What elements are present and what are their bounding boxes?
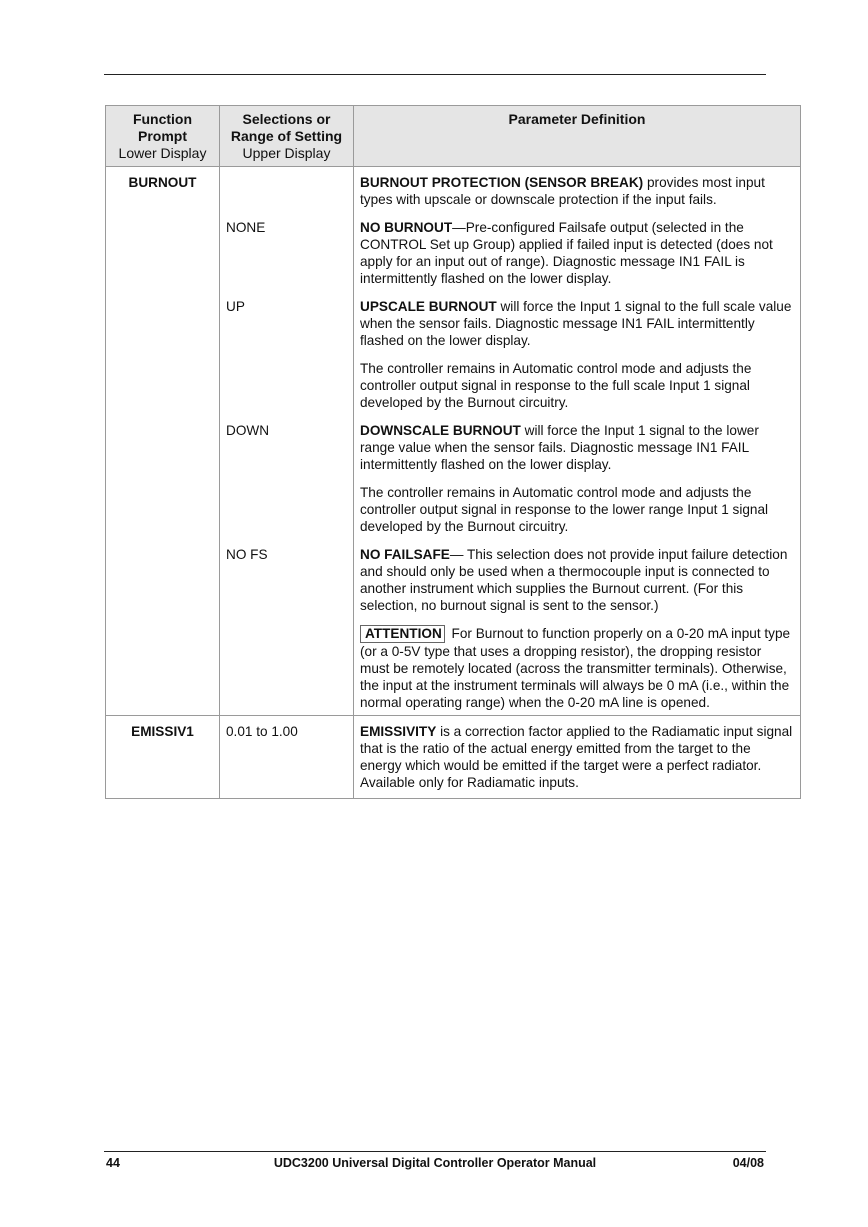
selection-emissiv1: 0.01 to 1.00	[220, 716, 354, 799]
down-definition-title: DOWNSCALE BURNOUT	[360, 423, 521, 438]
selection-spacer	[226, 174, 347, 219]
manual-date: 04/08	[732, 1156, 764, 1170]
header-function-prompt-sub: Lower Display	[118, 145, 207, 161]
down-definition-text: will force the Input 1 signal to the lower range value when the sensor fails. Diagnostic message IN1 FAIL intermittently flashed on the lower display.	[360, 423, 759, 472]
bottom-rule	[104, 1151, 766, 1152]
prompt-emissiv1: EMISSIV1	[106, 716, 220, 799]
down-definition	[360, 422, 794, 473]
nofs-definition-title: NO FAILSAFE	[360, 547, 450, 562]
emissivity-definition-title: EMISSIVITY	[360, 724, 437, 739]
definition-emissiv1	[354, 716, 801, 799]
none-definition-title: NO BURNOUT	[360, 220, 453, 235]
table-row-emissiv1	[106, 716, 801, 799]
selection-down: DOWN	[226, 423, 270, 438]
burnout-intro-title: BURNOUT PROTECTION (SENSOR BREAK)	[360, 175, 644, 190]
header-selections-sub: Upper Display	[242, 145, 331, 161]
top-rule	[104, 74, 766, 75]
none-definition	[360, 219, 794, 287]
manual-title: UDC3200 Universal Digital Controller Operator Manual	[273, 1156, 597, 1170]
page-number: 44	[106, 1156, 120, 1170]
header-function-prompt	[106, 106, 220, 167]
burnout-intro	[360, 174, 794, 208]
selections-burnout	[220, 167, 354, 716]
up-note: The controller remains in Automatic control mode and adjusts the controller output signal in response to the full scale Input 1 signal developed by the Burnout circuitry.	[360, 361, 752, 410]
header-parameter-definition	[354, 106, 801, 167]
header-parameter-definition-title: Parameter Definition	[508, 111, 646, 127]
up-definition	[360, 298, 794, 349]
emissivity-definition-text: is a correction factor applied to the Radiamatic input signal that is the ratio of the actual energy emitted from the target to the energy which would be emitted if the target were a perfect radiator.	[360, 724, 793, 773]
selection-nofs: NO FS	[226, 547, 268, 562]
nofs-definition	[360, 546, 794, 614]
attention-note	[360, 625, 794, 711]
burnout-intro-text: provides most input types with upscale or downscale protection if the input fails.	[360, 175, 765, 207]
prompt-burnout: BURNOUT	[106, 167, 220, 716]
nofs-definition-text: — This selection does not provide input failure detection and should only be used when a thermocouple input is connected to another instrument which supplies the Burnout current. (For this selection, no burnout signal is sent to the sensor.)	[360, 547, 788, 613]
page-footer	[104, 1156, 766, 1172]
up-definition-title: UPSCALE BURNOUT	[360, 299, 497, 314]
selection-none: NONE	[226, 220, 266, 235]
attention-label: ATTENTION	[360, 625, 445, 643]
attention-text: For Burnout to function properly on a 0-20 mA input type (or a 0-5V type that uses a dropping resistor), the dropping resistor must be remotely located (across the transmitter terminals). Otherwise, the input at the instrument terminals will always be 0 mA (i.e., within the normal operating range) when the 0-20 mA line is opened.	[360, 626, 791, 710]
header-selections	[220, 106, 354, 167]
emissivity-definition	[360, 723, 794, 774]
up-definition-text: will force the Input 1 signal to the full scale value when the sensor fails. Diagnostic message IN1 FAIL intermittently flashed on the lower display.	[360, 299, 792, 348]
table-row-burnout	[106, 167, 801, 716]
emissivity-note: Available only for Radiamatic inputs.	[360, 775, 579, 790]
header-function-prompt-title: Function Prompt	[132, 111, 193, 144]
parameter-table	[105, 105, 801, 799]
definition-burnout	[354, 167, 801, 716]
down-note: The controller remains in Automatic control mode and adjusts the controller output signal in response to the lower range Input 1 signal developed by the Burnout circuitry.	[360, 485, 769, 534]
header-selections-title: Selections or Range of Setting	[230, 111, 343, 144]
selection-up: UP	[226, 299, 245, 314]
none-definition-text: —Pre-configured Failsafe output (selected in the CONTROL Set up Group) applied if failed input is detected (does not apply for an input out of range). Diagnostic message IN1 FAIL is intermittently flashed on the lower display.	[360, 220, 773, 286]
table-header-row	[106, 106, 801, 167]
